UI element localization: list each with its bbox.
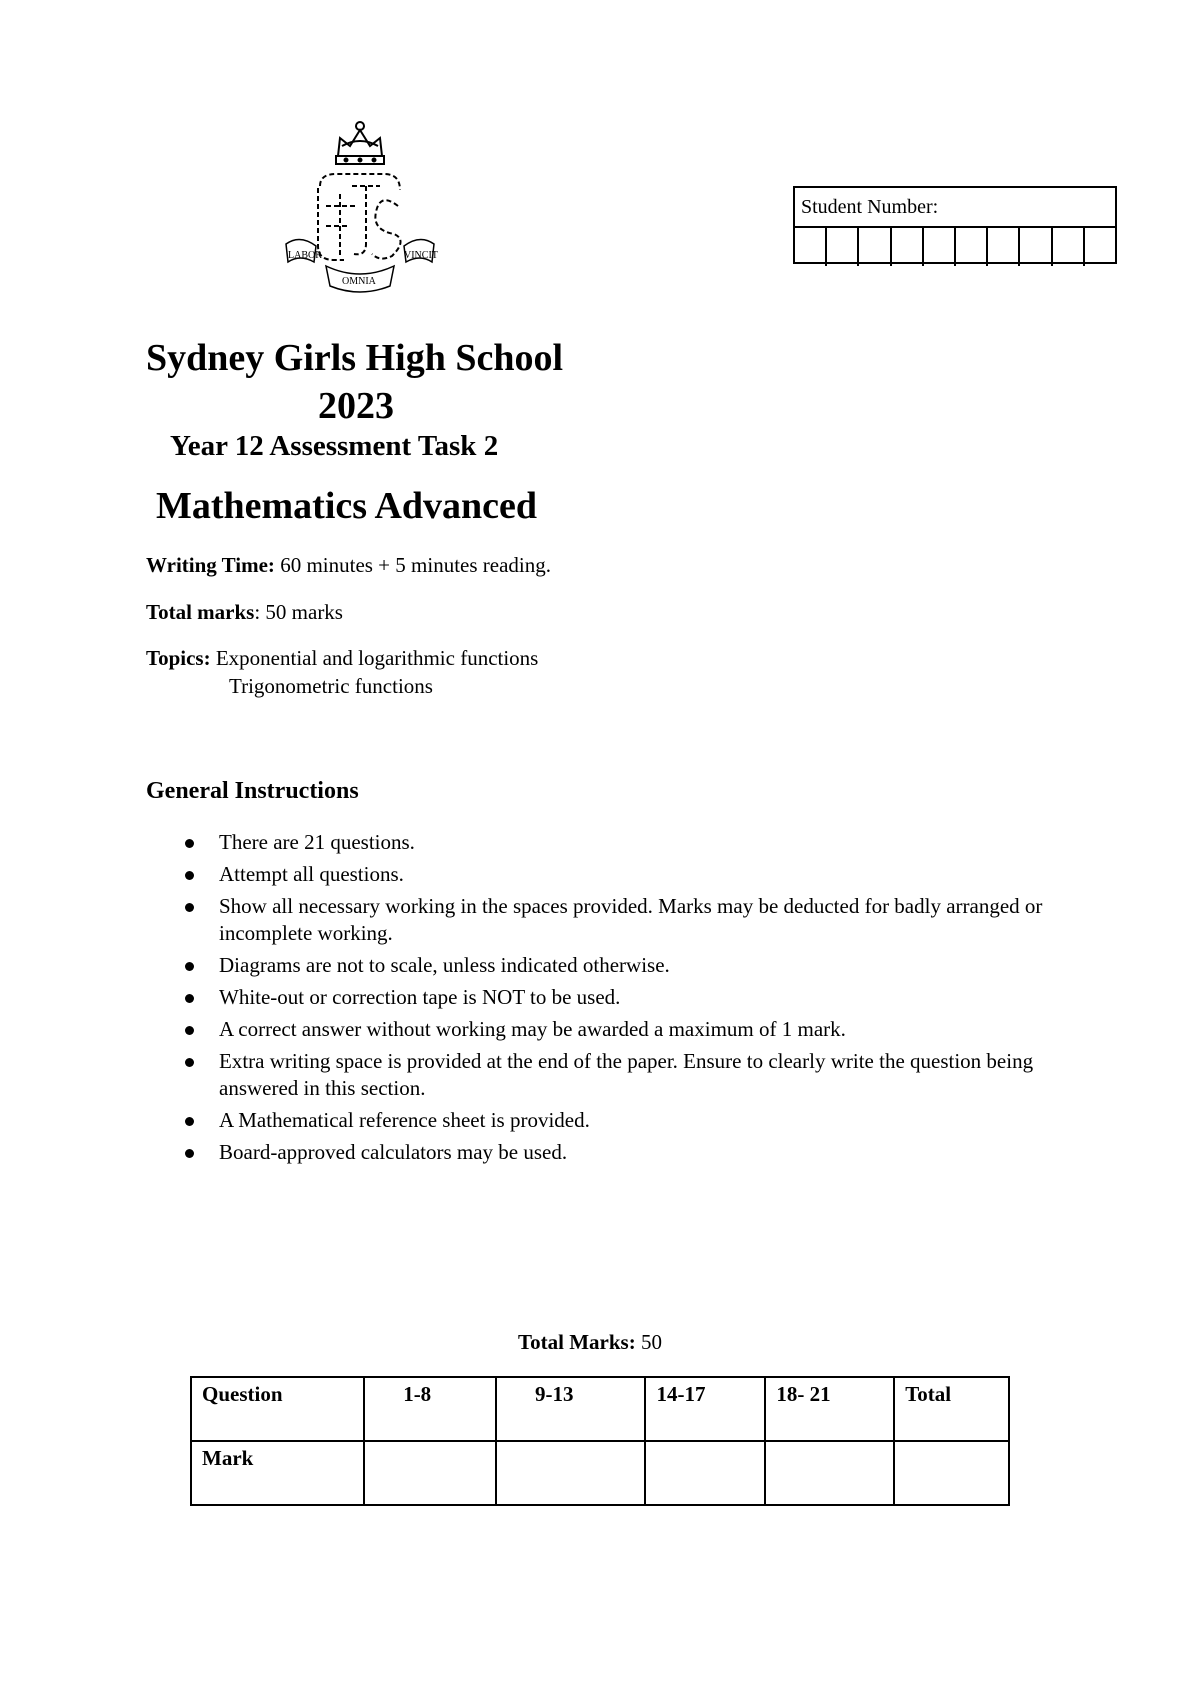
student-number-box (793, 186, 1117, 264)
student-number-cell[interactable] (827, 228, 859, 266)
monogram-icon (318, 174, 401, 260)
instruction-item: Diagrams are not to scale, unless indicated otherwise. (182, 952, 1082, 979)
student-number-cell[interactable] (859, 228, 891, 266)
task-title: Year 12 Assessment Task 2 (170, 430, 499, 462)
mark-cell[interactable] (645, 1441, 765, 1505)
student-number-cell[interactable] (892, 228, 924, 266)
writing-time (146, 553, 551, 578)
instructions-heading: General Instructions (146, 778, 359, 804)
student-number-cell[interactable] (956, 228, 988, 266)
crown-icon (336, 122, 384, 164)
instruction-item: Show all necessary working in the spaces provided. Marks may be deducted for badly arranged or incomplete working. (182, 893, 1082, 947)
student-number-cell[interactable] (988, 228, 1020, 266)
total-marks-label: Total marks (146, 600, 255, 624)
table-header-cell: 14-17 (645, 1377, 765, 1441)
mark-cell[interactable] (364, 1441, 496, 1505)
topic-item: Exponential and logarithmic functions (215, 646, 539, 670)
instructions-list (182, 829, 1082, 1171)
writing-time-value: 60 minutes + 5 minutes reading. (280, 553, 551, 577)
mark-cell[interactable] (894, 1441, 1009, 1505)
writing-time-label: Writing Time: (146, 553, 275, 577)
student-number-cell[interactable] (1053, 228, 1085, 266)
student-number-cell[interactable] (1085, 228, 1115, 266)
topics (146, 646, 538, 671)
svg-text:OMNIA: OMNIA (342, 276, 376, 287)
total-marks-line (0, 1330, 1180, 1355)
student-number-cell[interactable] (924, 228, 956, 266)
svg-text:LABOR: LABOR (288, 250, 322, 261)
topic-item: Trigonometric functions (229, 674, 433, 698)
total-marks-value: : 50 marks (254, 600, 343, 624)
instruction-item: Extra writing space is provided at the end of the paper. Ensure to clearly write the question being answered in this section. (182, 1048, 1082, 1102)
instruction-item: Attempt all questions. (182, 861, 1082, 888)
total-marks-info (146, 600, 343, 625)
instruction-item: A Mathematical reference sheet is provided. (182, 1107, 1082, 1134)
student-number-cell[interactable] (1020, 228, 1052, 266)
table-header-cell: 9-13 (496, 1377, 646, 1441)
exam-year: 2023 (318, 385, 394, 427)
table-header-cell: Question (191, 1377, 364, 1441)
total-marks-table-label: Total Marks: (518, 1330, 636, 1354)
marks-table (190, 1376, 1010, 1506)
instruction-item: A correct answer without working may be awarded a maximum of 1 mark. (182, 1016, 1082, 1043)
mark-cell[interactable] (765, 1441, 894, 1505)
instruction-item: White-out or correction tape is NOT to be used. (182, 984, 1082, 1011)
table-header-cell: 18- 21 (765, 1377, 894, 1441)
student-number-cell[interactable] (795, 228, 827, 266)
student-number-cells (795, 226, 1115, 266)
mark-cell[interactable] (496, 1441, 646, 1505)
table-row (191, 1441, 1009, 1505)
table-header-cell: 1-8 (364, 1377, 496, 1441)
svg-text:VINCIT: VINCIT (404, 250, 438, 261)
school-name: Sydney Girls High School (146, 337, 564, 379)
table-row-label: Mark (191, 1441, 364, 1505)
instruction-item: There are 21 questions. (182, 829, 1082, 856)
topics-label: Topics: (146, 646, 211, 670)
table-header-cell: Total (894, 1377, 1009, 1441)
total-marks-table-value: 50 (640, 1330, 662, 1354)
subject-title: Mathematics Advanced (156, 485, 538, 527)
table-row (191, 1377, 1009, 1441)
school-crest-logo (280, 116, 440, 306)
instruction-item: Board-approved calculators may be used. (182, 1139, 1082, 1166)
student-number-label: Student Number: (801, 196, 939, 218)
